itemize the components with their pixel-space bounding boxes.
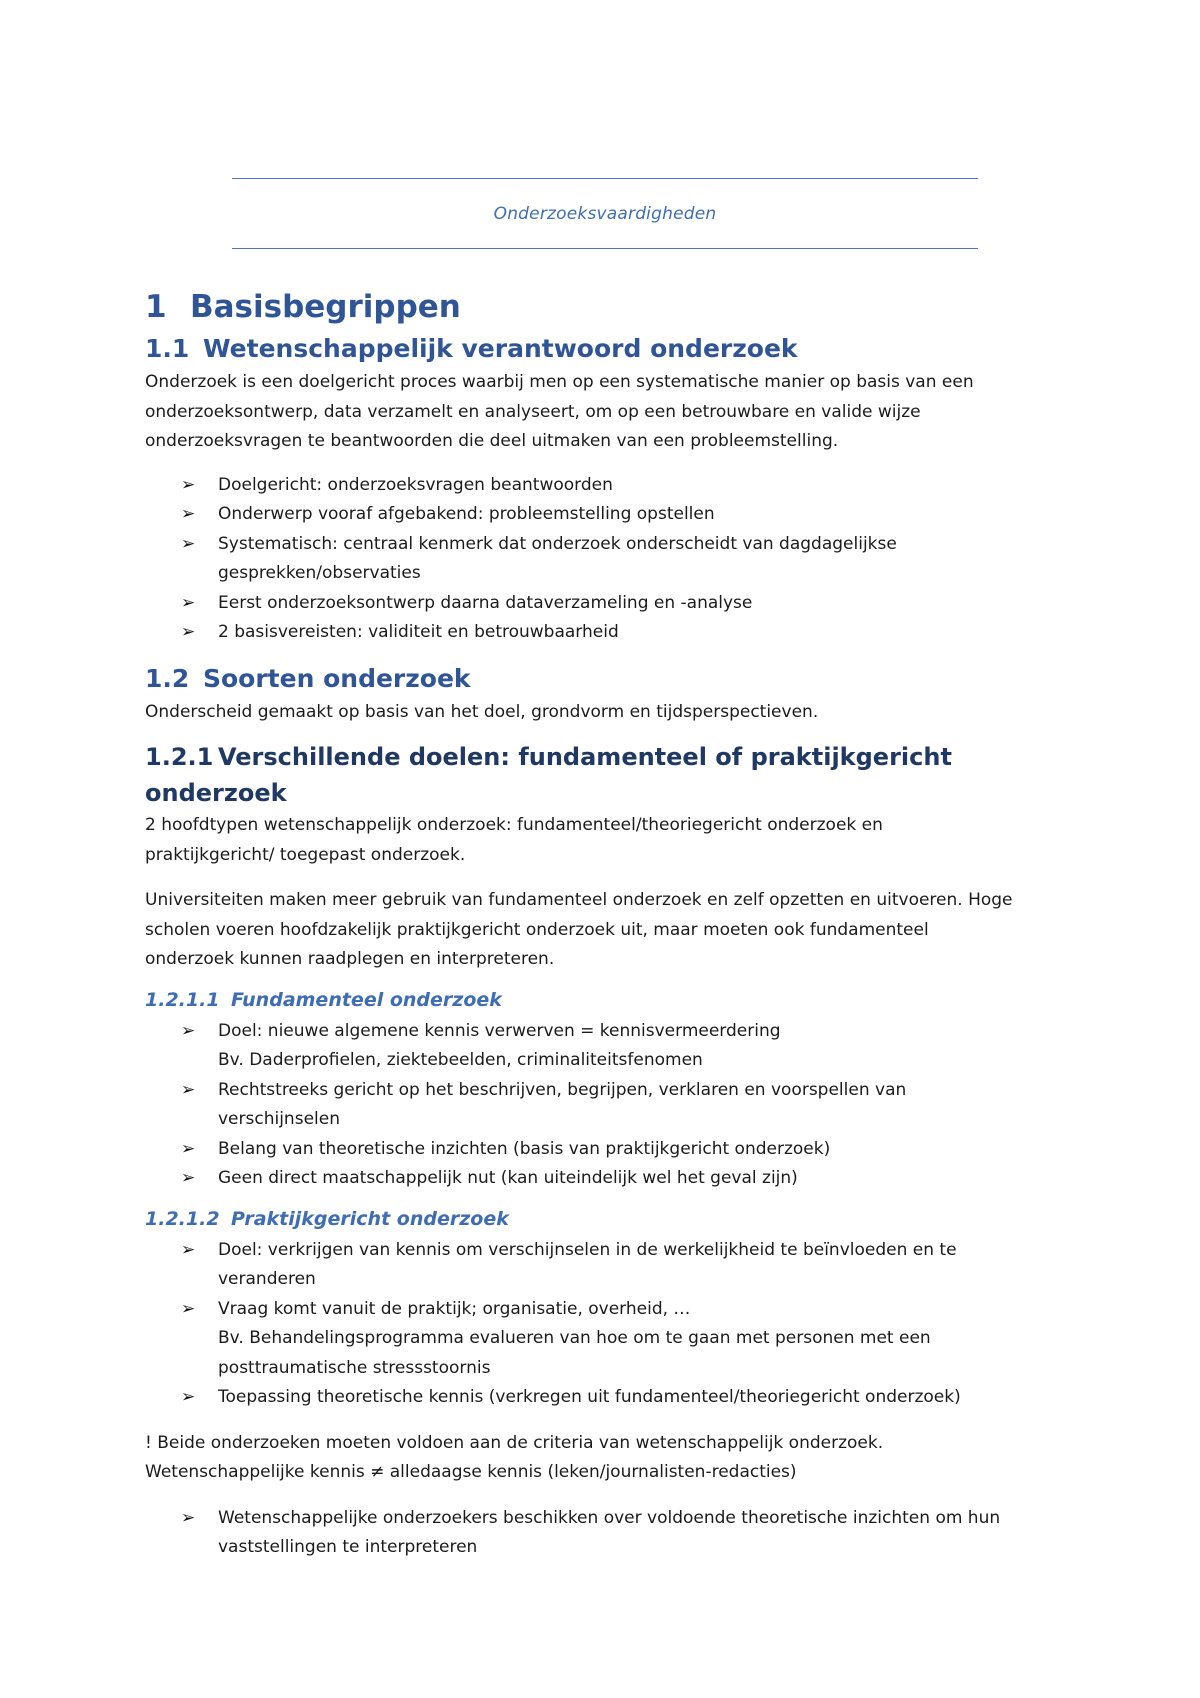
list-item-line: Eerst onderzoeksontwerp daarna dataverzameling en -analyse xyxy=(218,592,753,613)
list-item-line: Systematisch: centraal kenmerk dat onderzoek onderscheidt van dagdagelijkse xyxy=(218,533,897,554)
heading-number: 1.2.1.1 xyxy=(145,988,220,1011)
list-item xyxy=(145,1164,1065,1194)
text-line: scholen voeren hoofdzakelijk praktijkgericht onderzoek uit, maar moeten ook fundamenteel xyxy=(145,919,929,940)
heading-text: Wetenschappelijk verantwoord onderzoek xyxy=(203,334,798,363)
arrow-bullet-icon: ➢ xyxy=(181,504,196,524)
list-item-line: Rechtstreeks gericht op het beschrijven, begrijpen, verklaren en voorspellen van xyxy=(218,1079,907,1100)
list-item-line: Bv. Behandelingsprogramma evalueren van hoe om te gaan met personen met een xyxy=(218,1328,931,1348)
heading-1-2 xyxy=(145,660,1065,698)
text-line: ! Beide onderzoeken moeten voldoen aan de criteria van wetenschappelijk onderzoek. xyxy=(145,1432,884,1453)
header-title: Onderzoeksvaardigheden xyxy=(493,204,717,224)
arrow-bullet-icon: ➢ xyxy=(181,622,196,642)
arrow-bullet-icon: ➢ xyxy=(181,474,196,495)
heading-number: 1.1 xyxy=(145,334,190,363)
arrow-bullet-icon: ➢ xyxy=(181,533,196,554)
heading-1-2-1-1 xyxy=(145,983,1065,1017)
list-item xyxy=(145,1295,1065,1384)
bullet-list-researchers xyxy=(145,1504,1065,1563)
list-item-line: 2 basisvereisten: validiteit en betrouwbaarheid xyxy=(218,622,619,642)
list-item xyxy=(145,1236,1065,1295)
text-line: onderzoeksvragen te beantwoorden die deel uitmaken van een probleemstelling. xyxy=(145,431,839,451)
list-item xyxy=(145,471,1065,501)
arrow-bullet-icon: ➢ xyxy=(181,592,196,613)
text-line: 2 hoofdtypen wetenschappelijk onderzoek: fundamenteel/theoriegericht onderzoek en xyxy=(145,815,883,835)
list-item-line: Onderwerp vooraf afgebakend: probleemstelling opstellen xyxy=(218,504,715,524)
list-item xyxy=(145,1076,1065,1135)
list-item-line: Belang van theoretische inzichten (basis van praktijkgericht onderzoek) xyxy=(218,1138,831,1159)
list-item xyxy=(145,500,1065,530)
bullet-list-characteristics xyxy=(145,471,1065,648)
text-line: praktijkgericht/ toegepast onderzoek. xyxy=(145,844,466,865)
arrow-bullet-icon: ➢ xyxy=(181,1079,196,1100)
heading-number: 1 xyxy=(145,289,167,325)
list-item-line: vaststellingen te interpreteren xyxy=(218,1537,478,1557)
paragraph-definition xyxy=(145,368,1065,457)
list-item-line: verschijnselen xyxy=(218,1109,340,1129)
list-item-line: Toepassing theoretische kennis (verkregen uit fundamenteel/theoriegericht onderzoek) xyxy=(218,1387,961,1407)
paragraph-criteria xyxy=(145,1429,1065,1488)
list-item xyxy=(145,530,1065,589)
heading-text: Soorten onderzoek xyxy=(203,663,471,693)
heading-1-1 xyxy=(145,330,1065,368)
text-line: Onderscheid gemaakt op basis van het doel, grondvorm en tijdsperspectieven. xyxy=(145,701,819,722)
heading-1-2-1 xyxy=(145,739,1065,811)
list-item-line: gesprekken/observaties xyxy=(218,563,421,583)
heading-1-2-1-2 xyxy=(145,1202,1065,1236)
text-line: onderzoeksontwerp, data verzamelt en analyseert, om op een betrouwbare en valide wijze xyxy=(145,401,921,422)
list-item-line: posttraumatische stressstoornis xyxy=(218,1357,491,1378)
arrow-bullet-icon: ➢ xyxy=(181,1387,196,1407)
heading-number: 1.2.1.2 xyxy=(145,1207,220,1230)
list-item-line: Bv. Daderprofielen, ziektebeelden, criminaliteitsfenomen xyxy=(218,1050,703,1070)
text-line: onderzoek kunnen raadplegen en interpreteren. xyxy=(145,949,555,969)
arrow-bullet-icon: ➢ xyxy=(181,1020,196,1041)
heading-text: Basisbegrippen xyxy=(190,289,461,325)
list-item xyxy=(145,1383,1065,1413)
arrow-bullet-icon: ➢ xyxy=(181,1298,196,1319)
list-item xyxy=(145,1504,1065,1563)
paragraph-universities xyxy=(145,886,1065,975)
arrow-bullet-icon: ➢ xyxy=(181,1138,196,1159)
list-item-line: Geen direct maatschappelijk nut (kan uiteindelijk wel het geval zijn) xyxy=(218,1168,798,1188)
bullet-list-practical xyxy=(145,1236,1065,1413)
list-item-line: Wetenschappelijke onderzoekers beschikken over voldoende theoretische inzichten om hun xyxy=(218,1507,1001,1528)
arrow-bullet-icon: ➢ xyxy=(181,1239,196,1260)
paragraph-main-types xyxy=(145,811,1065,870)
list-item xyxy=(145,618,1065,648)
list-item xyxy=(145,1135,1065,1165)
paragraph-types xyxy=(145,698,1065,728)
list-item xyxy=(145,1017,1065,1076)
list-item xyxy=(145,589,1065,619)
arrow-bullet-icon: ➢ xyxy=(181,1168,196,1188)
heading-text: Praktijkgericht onderzoek xyxy=(231,1207,509,1230)
heading-text: Verschillende doelen: fundamenteel of praktijkgericht onderzoek xyxy=(145,743,952,807)
header-top-rule xyxy=(232,178,978,179)
text-line: Wetenschappelijke kennis ≠ alledaagse kennis (leken/journalisten-redacties) xyxy=(145,1462,797,1482)
list-item-line: veranderen xyxy=(218,1269,316,1289)
list-item-line: Vraag komt vanuit de praktijk; organisatie, overheid, … xyxy=(218,1298,691,1319)
text-line: Universiteiten maken meer gebruik van fundamenteel onderzoek en zelf opzetten en uitvoeren. Hoge xyxy=(145,890,1013,910)
list-item-line: Doel: nieuwe algemene kennis verwerven = kennisvermeerdering xyxy=(218,1020,781,1041)
heading-1 xyxy=(145,282,1065,332)
bullet-list-fundamental xyxy=(145,1017,1065,1194)
heading-text: Fundamenteel onderzoek xyxy=(231,988,502,1011)
heading-number: 1.2.1 xyxy=(145,743,214,771)
document-body xyxy=(145,282,1065,1563)
heading-number: 1.2 xyxy=(145,663,190,693)
arrow-bullet-icon: ➢ xyxy=(181,1507,196,1528)
list-item-line: Doel: verkrijgen van kennis om verschijnselen in de werkelijkheid te beïnvloeden en te xyxy=(218,1239,957,1260)
header-bottom-rule xyxy=(232,248,978,249)
text-line: Onderzoek is een doelgericht proces waarbij men op een systematische manier op basis van een xyxy=(145,372,974,392)
list-item-line: Doelgericht: onderzoeksvragen beantwoorden xyxy=(218,474,613,495)
